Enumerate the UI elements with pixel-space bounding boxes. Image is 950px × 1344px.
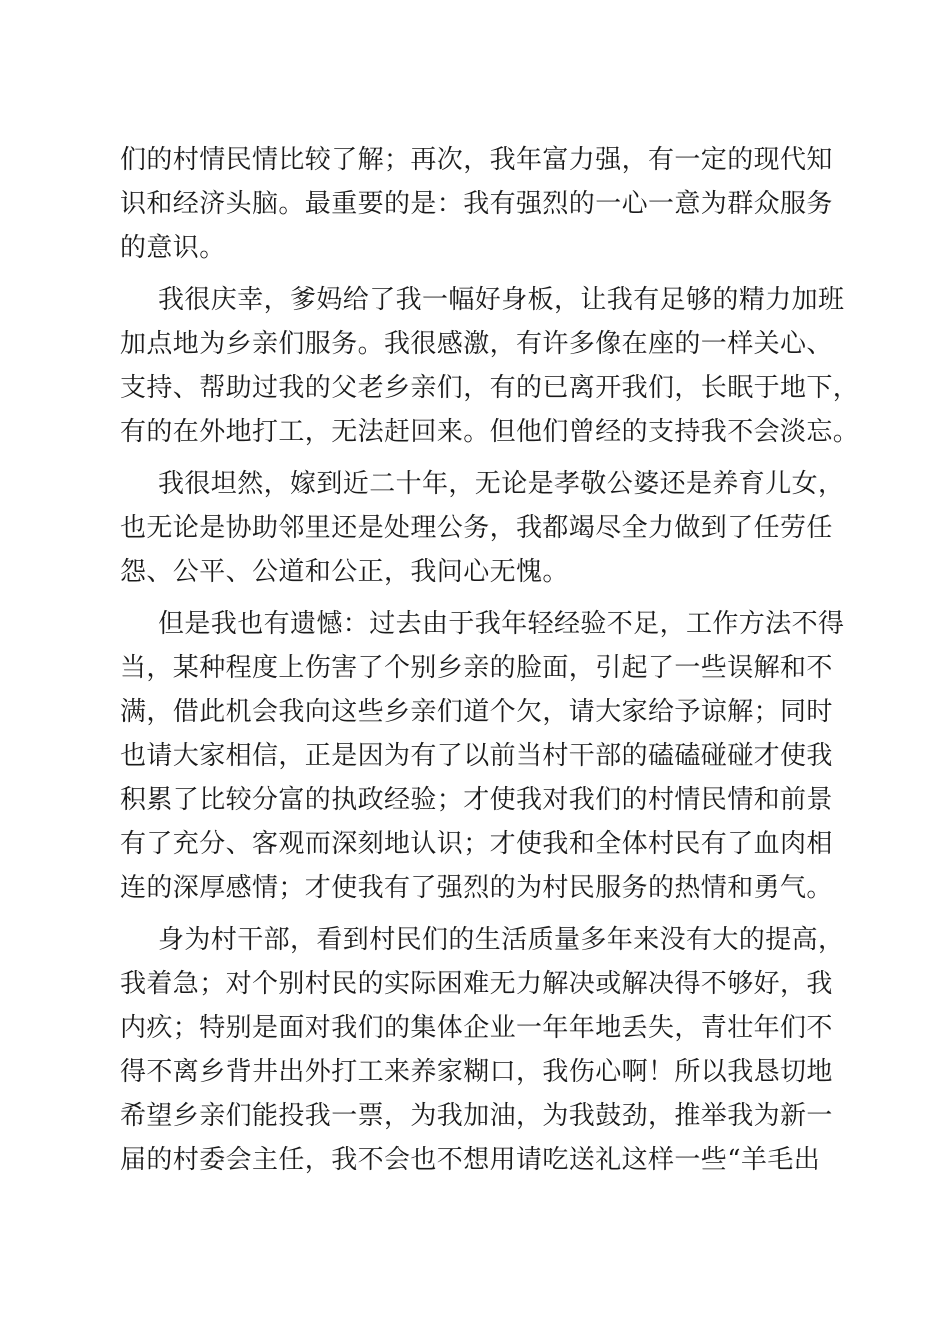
- paragraph-5-line-1: 身为村干部，看到村民们的生活质量多年来没有大的提高，: [158, 925, 845, 955]
- paragraph-4-line-6: 有了充分、客观而深刻地认识；才使我和全体村民有了血肉相: [120, 829, 833, 859]
- paragraph-2-line-2: 加点地为乡亲们服务。我很感激，有许多像在座的一样关心、: [120, 329, 833, 359]
- paragraph-4-line-3: 满，借此机会我向这些乡亲们道个欠，请大家给予谅解；同时: [120, 697, 833, 727]
- paragraph-1-line-2: 识和经济头脑。最重要的是：我有强烈的一心一意为群众服务: [120, 189, 833, 219]
- paragraph-5-line-2: 我着急；对个别村民的实际困难无力解决或解决得不够好，我: [120, 969, 833, 999]
- paragraph-3-line-1: 我很坦然，嫁到近二十年，无论是孝敬公婆还是养育儿女，: [158, 469, 845, 499]
- paragraph-4-line-7: 连的深厚感情；才使我有了强烈的为村民服务的热情和勇气。: [120, 873, 833, 903]
- paragraph-4-line-5: 积累了比较分富的执政经验；才使我对我们的村情民情和前景: [120, 785, 833, 815]
- paragraph-1-line-3: 的意识。: [120, 233, 226, 263]
- paragraph-5-line-6: 届的村委会主任，我不会也不想用请吃送礼这样一些“羊毛出: [120, 1145, 821, 1175]
- paragraph-5-line-5: 希望乡亲们能投我一票，为我加油，为我鼓劲，推举我为新一: [120, 1101, 833, 1131]
- paragraph-2-line-1: 我很庆幸，爹妈给了我一幅好身板，让我有足够的精力加班: [158, 285, 845, 315]
- paragraph-3-line-2: 也无论是协助邻里还是处理公务，我都竭尽全力做到了任劳任: [120, 513, 833, 543]
- paragraph-1-line-1: 们的村情民情比较了解；再次，我年富力强，有一定的现代知: [120, 145, 833, 175]
- paragraph-4-line-1: 但是我也有遗憾：过去由于我年轻经验不足，工作方法不得: [158, 609, 845, 639]
- paragraph-5-line-4: 得不离乡背井出外打工来养家糊口，我伤心啊！所以我恳切地: [120, 1057, 833, 1087]
- paragraph-4-line-2: 当，某种程度上伤害了个别乡亲的脸面，引起了一些误解和不: [120, 653, 833, 683]
- paragraph-2-line-3: 支持、帮助过我的父老乡亲们，有的已离开我们，长眠于地下，: [120, 373, 860, 403]
- paragraph-5-line-3: 内疚；特别是面对我们的集体企业一年年地丢失，青壮年们不: [120, 1013, 833, 1043]
- paragraph-4-line-4: 也请大家相信，正是因为有了以前当村干部的磕磕碰碰才使我: [120, 741, 833, 771]
- paragraph-3-line-3: 怨、公平、公道和公正，我问心无愧。: [120, 557, 569, 587]
- paragraph-2-line-4: 有的在外地打工，无法赶回来。但他们曾经的支持我不会淡忘。: [120, 417, 860, 447]
